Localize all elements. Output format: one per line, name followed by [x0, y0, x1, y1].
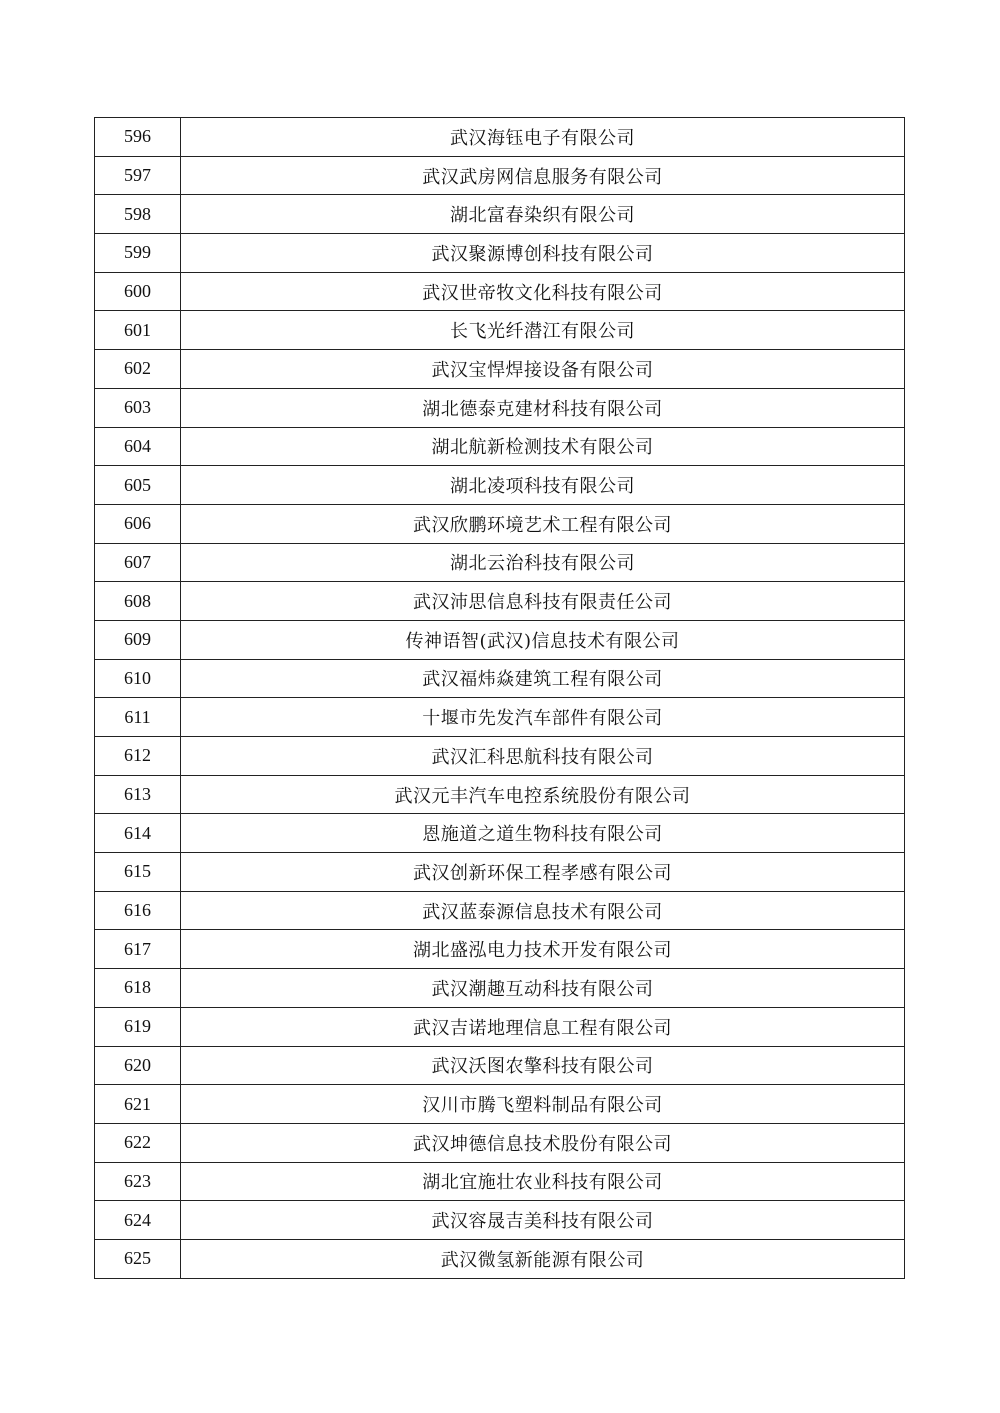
- table-row: [95, 582, 905, 621]
- table-row: [95, 969, 905, 1008]
- table-row: [95, 1046, 905, 1085]
- row-number: 605: [95, 466, 181, 505]
- table-row: [95, 156, 905, 195]
- table-row: [95, 891, 905, 930]
- company-list-body: [95, 118, 905, 1279]
- row-number: 607: [95, 543, 181, 582]
- row-number: 612: [95, 737, 181, 776]
- row-number: 608: [95, 582, 181, 621]
- row-number: 623: [95, 1162, 181, 1201]
- row-number: 620: [95, 1046, 181, 1085]
- row-number: 625: [95, 1239, 181, 1278]
- table-row: [95, 698, 905, 737]
- table-row: [95, 1239, 905, 1278]
- company-name: 武汉容晟吉美科技有限公司: [181, 1201, 905, 1240]
- company-name: 汉川市腾飞塑料制品有限公司: [181, 1085, 905, 1124]
- table-row: [95, 350, 905, 389]
- table-row: [95, 504, 905, 543]
- table-row: [95, 737, 905, 776]
- company-name: 武汉福炜焱建筑工程有限公司: [181, 659, 905, 698]
- company-name: 武汉沛思信息科技有限责任公司: [181, 582, 905, 621]
- table-row: [95, 1123, 905, 1162]
- table-row: [95, 1162, 905, 1201]
- row-number: 600: [95, 272, 181, 311]
- row-number: 619: [95, 1007, 181, 1046]
- company-name: 武汉欣鹏环境艺术工程有限公司: [181, 504, 905, 543]
- company-name: 湖北航新检测技术有限公司: [181, 427, 905, 466]
- row-number: 602: [95, 350, 181, 389]
- company-name: 武汉聚源博创科技有限公司: [181, 234, 905, 273]
- company-name: 湖北云治科技有限公司: [181, 543, 905, 582]
- company-name: 湖北宜施壮农业科技有限公司: [181, 1162, 905, 1201]
- row-number: 611: [95, 698, 181, 737]
- row-number: 609: [95, 620, 181, 659]
- company-name: 长飞光纤潜江有限公司: [181, 311, 905, 350]
- table-row: [95, 311, 905, 350]
- table-row: [95, 272, 905, 311]
- table-row: [95, 659, 905, 698]
- table-row: [95, 1201, 905, 1240]
- row-number: 599: [95, 234, 181, 273]
- row-number: 610: [95, 659, 181, 698]
- table-row: [95, 1007, 905, 1046]
- table-row: [95, 1085, 905, 1124]
- company-name: 武汉微氢新能源有限公司: [181, 1239, 905, 1278]
- company-name: 湖北德泰克建材科技有限公司: [181, 388, 905, 427]
- company-name: 武汉宝悍焊接设备有限公司: [181, 350, 905, 389]
- table-row: [95, 814, 905, 853]
- company-name: 武汉武房网信息服务有限公司: [181, 156, 905, 195]
- company-name: 武汉海钰电子有限公司: [181, 118, 905, 157]
- company-name: 传神语智(武汉)信息技术有限公司: [181, 620, 905, 659]
- company-list-table: [94, 117, 905, 1279]
- company-name: 武汉坤德信息技术股份有限公司: [181, 1123, 905, 1162]
- row-number: 601: [95, 311, 181, 350]
- row-number: 596: [95, 118, 181, 157]
- row-number: 618: [95, 969, 181, 1008]
- table-row: [95, 466, 905, 505]
- company-name: 湖北盛泓电力技术开发有限公司: [181, 930, 905, 969]
- company-name: 恩施道之道生物科技有限公司: [181, 814, 905, 853]
- company-name: 湖北凌项科技有限公司: [181, 466, 905, 505]
- row-number: 597: [95, 156, 181, 195]
- row-number: 624: [95, 1201, 181, 1240]
- row-number: 598: [95, 195, 181, 234]
- row-number: 603: [95, 388, 181, 427]
- company-name: 湖北富春染织有限公司: [181, 195, 905, 234]
- company-name: 武汉吉诺地理信息工程有限公司: [181, 1007, 905, 1046]
- row-number: 622: [95, 1123, 181, 1162]
- row-number: 616: [95, 891, 181, 930]
- table-row: [95, 620, 905, 659]
- company-name: 十堰市先发汽车部件有限公司: [181, 698, 905, 737]
- table-row: [95, 775, 905, 814]
- row-number: 604: [95, 427, 181, 466]
- table-row: [95, 118, 905, 157]
- company-name: 武汉潮趣互动科技有限公司: [181, 969, 905, 1008]
- row-number: 613: [95, 775, 181, 814]
- table-row: [95, 853, 905, 892]
- table-row: [95, 930, 905, 969]
- company-name: 武汉世帝牧文化科技有限公司: [181, 272, 905, 311]
- row-number: 617: [95, 930, 181, 969]
- company-name: 武汉汇科思航科技有限公司: [181, 737, 905, 776]
- table-row: [95, 427, 905, 466]
- row-number: 621: [95, 1085, 181, 1124]
- row-number: 606: [95, 504, 181, 543]
- table-row: [95, 543, 905, 582]
- company-name: 武汉蓝泰源信息技术有限公司: [181, 891, 905, 930]
- company-name: 武汉创新环保工程孝感有限公司: [181, 853, 905, 892]
- table-row: [95, 388, 905, 427]
- company-name: 武汉沃图农擎科技有限公司: [181, 1046, 905, 1085]
- company-name: 武汉元丰汽车电控系统股份有限公司: [181, 775, 905, 814]
- table-row: [95, 234, 905, 273]
- table-row: [95, 195, 905, 234]
- row-number: 614: [95, 814, 181, 853]
- row-number: 615: [95, 853, 181, 892]
